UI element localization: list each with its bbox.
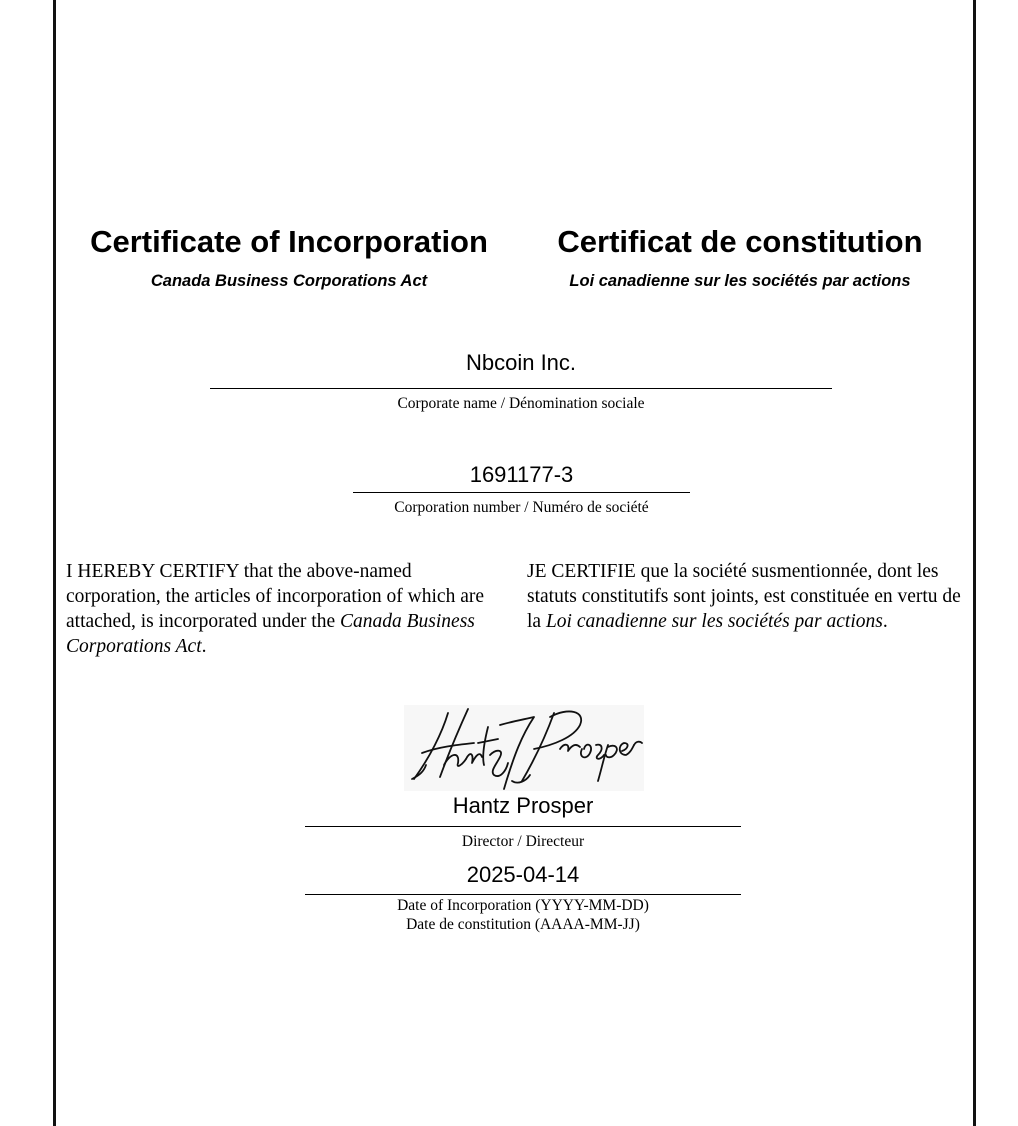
- certify-french: [527, 559, 965, 634]
- corporation-number-label: Corporation number / Numéro de société: [394, 499, 649, 516]
- incorporation-date-rule: [305, 894, 741, 895]
- certify-french-end: .: [882, 611, 888, 632]
- certify-english-act: Canada Business Corporations Act: [66, 611, 475, 657]
- corporation-number-rule: [353, 492, 690, 493]
- incorporation-date-value: 2025-04-14: [466, 862, 580, 887]
- director-name: Hantz Prosper: [452, 793, 594, 818]
- certify-french-text: JE CERTIFIE que la société susmentionnée, dont les statuts constitutifs sont joints, est constituée en vertu de la: [527, 561, 961, 632]
- corporate-name-rule: [210, 388, 832, 389]
- incorporation-date-label-english: Date of Incorporation (YYYY-MM-DD): [397, 897, 649, 914]
- director-rule: [305, 826, 741, 827]
- certify-english-end: .: [201, 636, 207, 657]
- certify-french-act: Loi canadienne sur les sociétés par actions: [545, 611, 883, 632]
- director-signature: [404, 705, 644, 791]
- corporate-name-label: Corporate name / Dénomination sociale: [397, 395, 645, 412]
- title-english: Certificate of Incorporation: [90, 224, 488, 259]
- corporation-number-value: 1691177-3: [469, 462, 574, 487]
- director-label: Director / Directeur: [461, 833, 585, 850]
- act-french: Loi canadienne sur les sociétés par actions: [569, 272, 911, 290]
- title-french: Certificat de constitution: [557, 224, 923, 259]
- certify-english: [66, 559, 506, 659]
- incorporation-date-label-french: Date de constitution (AAAA-MM-JJ): [406, 916, 640, 933]
- corporate-name-value: Nbcoin Inc.: [465, 350, 577, 375]
- act-english: Canada Business Corporations Act: [150, 272, 428, 290]
- certify-english-text: I HEREBY CERTIFY that the above-named corporation, the articles of incorporation of which are attached, is incorporated under the: [66, 561, 485, 632]
